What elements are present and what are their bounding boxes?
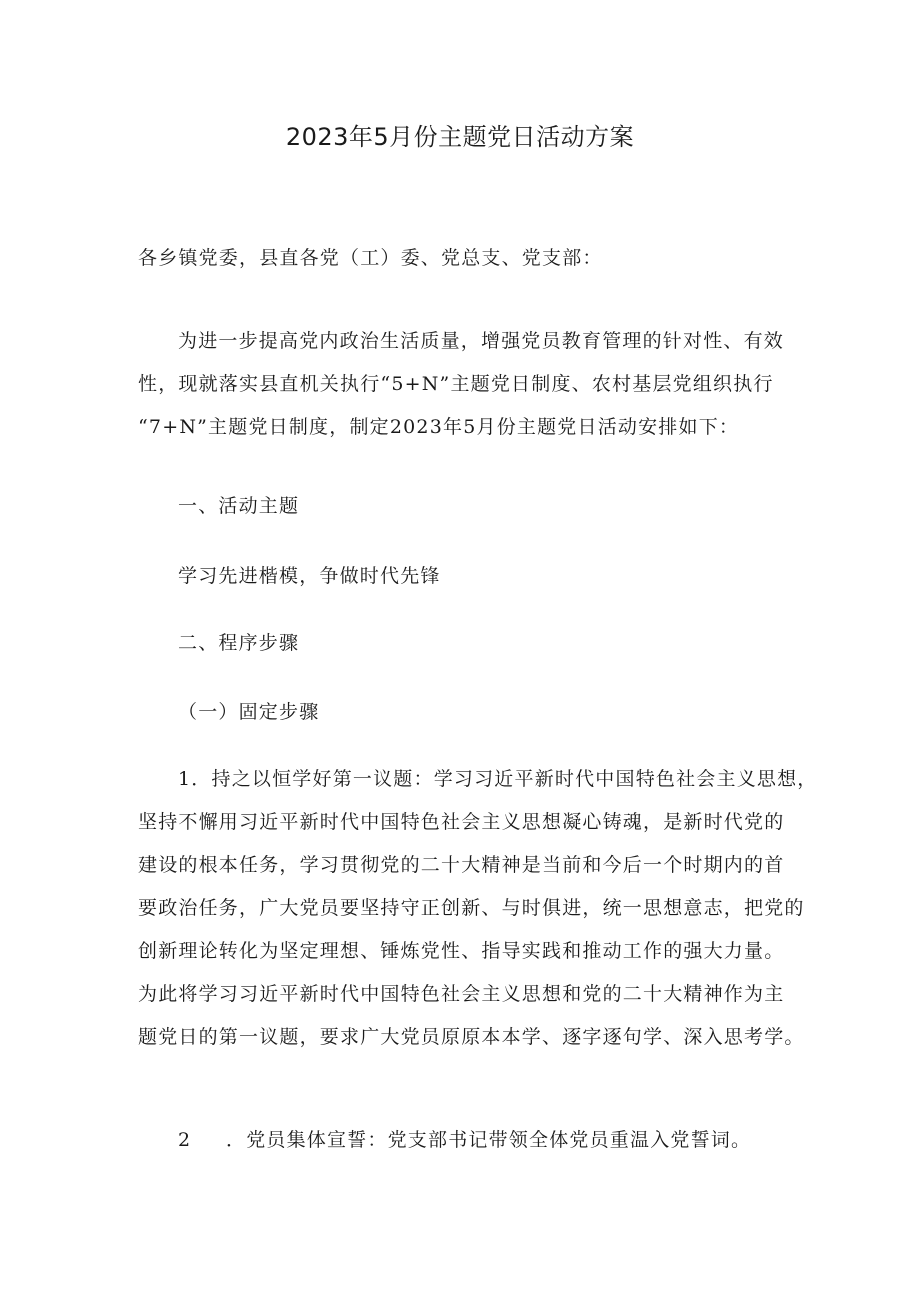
intro-line-2: 性，现就落实县直机关执行“5+N”主题党日制度、农村基层党组织执行 [138, 373, 774, 395]
step-1-line-2: 坚持不懈用习近平新时代中国特色社会主义思想凝心铸魂，是新时代党的 [138, 811, 785, 833]
section-1-heading-text: 一、活动主题 [178, 495, 300, 517]
step-1-line-1: 1．持之以恒学好第一议题：学习习近平新时代中国特色社会主义思想， [178, 768, 818, 790]
step-1-line-6: 为此将学习习近平新时代中国特色社会主义思想和党的二十大精神作为主 [138, 983, 785, 1005]
step-2-number: 2 [178, 1129, 192, 1151]
section-1-body-text: 学习先进楷模，争做时代先锋 [178, 565, 441, 587]
subsection-1-heading-text: （一）固定步骤 [178, 701, 320, 723]
salutation [138, 238, 798, 278]
intro-line-3: “7+N”主题党日制度，制定2023年5月份主题党日活动安排如下： [138, 416, 740, 438]
step-2-text: ．党员集体宣誓：党支部书记带领全体党员重温入党誓词。 [226, 1129, 752, 1151]
intro-paragraph [138, 321, 798, 447]
step-2-line [178, 1120, 838, 1160]
document-title: 2023年5月份主题党日活动方案 [285, 123, 635, 151]
salutation-line: 各乡镇党委，县直各党（工）委、党总支、党支部： [138, 247, 603, 269]
section-1-heading [138, 486, 838, 526]
step-2-paragraph [138, 1120, 838, 1160]
section-2-heading-text: 二、程序步骤 [178, 632, 300, 654]
intro-line-1: 为进一步提高党内政治生活质量，增强党员教育管理的针对性、有效 [178, 330, 785, 352]
step-1-line-5: 创新理论转化为坚定理想、锤炼党性、指导实践和推动工作的强大力量。 [138, 940, 785, 962]
section-2-heading [138, 623, 838, 663]
subsection-1-heading [138, 692, 838, 732]
step-1-line-4: 要政治任务，广大党员要坚持守正创新、与时俱进，统一思想意志，把党的 [138, 897, 805, 919]
step-1-line-7: 题党日的第一议题，要求广大党员原原本本学、逐字逐句学、深入思考学。 [138, 1026, 805, 1048]
step-1-line-3: 建设的根本任务，学习贯彻党的二十大精神是当前和今后一个时期内的首 [138, 854, 785, 876]
section-1-body [138, 556, 838, 596]
step-1-paragraph [138, 759, 818, 1057]
